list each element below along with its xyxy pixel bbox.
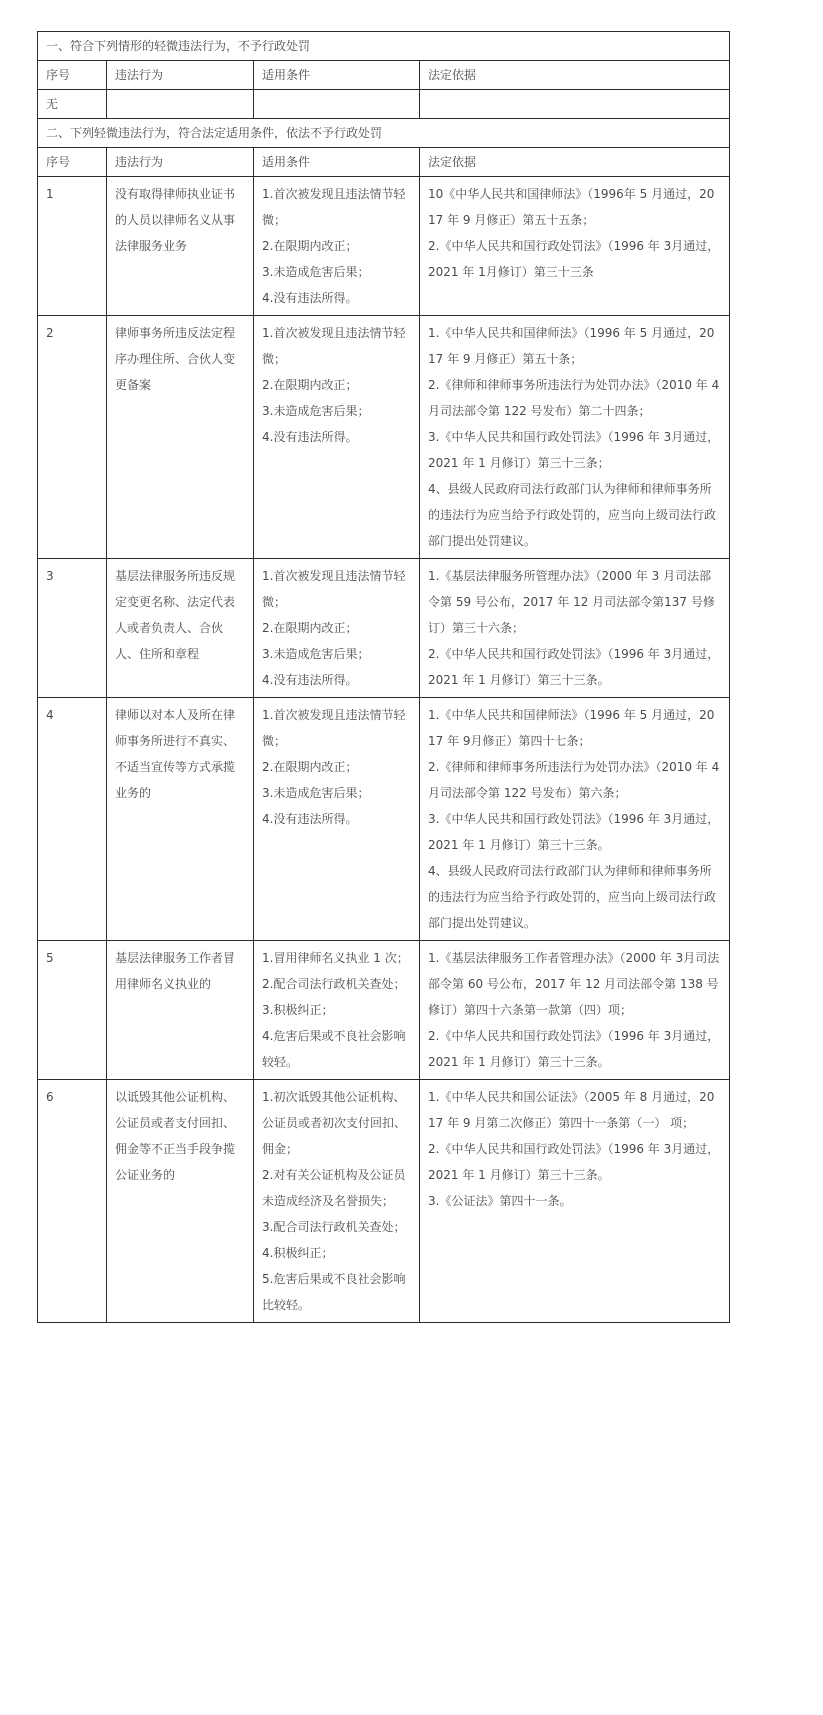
condition-item: 1.首次被发现且违法情节轻微； bbox=[262, 569, 406, 609]
condition-item: 1.初次诋毁其他公证机构、公证员或者初次支付回扣、佣金； bbox=[262, 1090, 407, 1156]
legal-basis-cell bbox=[420, 316, 730, 559]
section-title: 二、下列轻微违法行为，符合法定适用条件，依法不予行政处罚 bbox=[38, 119, 730, 148]
conditions-cell bbox=[254, 941, 420, 1080]
violation-cell: 基层法律服务工作者冒用律师名义执业的 bbox=[107, 941, 254, 1080]
condition-item: 5.危害后果或不良社会影响比较轻。 bbox=[262, 1272, 406, 1312]
legal-basis-item: 2.《中华人民共和国行政处罚法》（1996 年 3月通过，2021 年 1 月修订）第三十三条。 bbox=[428, 1029, 720, 1069]
table-row bbox=[38, 316, 730, 559]
legal-basis-item: 3.《中华人民共和国行政处罚法》（1996 年 3月通过，2021 年 1 月修订）第三十三条。 bbox=[428, 812, 720, 852]
condition-item: 2.配合司法行政机关查处； bbox=[262, 977, 406, 991]
condition-item: 3.积极纠正； bbox=[262, 1003, 334, 1017]
violation-cell: 没有取得律师执业证书的人员以律师名义从事法律服务业务 bbox=[107, 177, 254, 316]
legal-basis-item: 1.《基层法律服务工作者管理办法》（2000 年 3月司法部令第 60 号公布，2017 年 12 月司法部令第 138 号修订）第四十六条第一款第（四）项； bbox=[428, 951, 720, 1017]
condition-item: 3.配合司法行政机关查处； bbox=[262, 1220, 406, 1234]
column-header: 适用条件 bbox=[254, 61, 420, 90]
row-number: 4 bbox=[38, 698, 107, 941]
document-page bbox=[37, 31, 729, 1323]
column-header: 法定依据 bbox=[420, 148, 730, 177]
condition-item: 2.在限期内改正； bbox=[262, 239, 358, 253]
condition-item: 3.未造成危害后果； bbox=[262, 404, 370, 418]
condition-item: 4.没有违法所得。 bbox=[262, 812, 358, 826]
legal-basis-item: 4、县级人民政府司法行政部门认为律师和律师事务所的违法行为应当给予行政处罚的，应当向上级司法行政部门提出处罚建议。 bbox=[428, 864, 717, 930]
violation-cell: 基层法律服务所违反规定变更名称、法定代表人或者负责人、合伙人、住所和章程 bbox=[107, 559, 254, 698]
violation-cell bbox=[107, 90, 254, 119]
conditions-cell bbox=[254, 559, 420, 698]
row-number: 5 bbox=[38, 941, 107, 1080]
conditions-cell bbox=[254, 90, 420, 119]
condition-item: 4.没有违法所得。 bbox=[262, 430, 358, 444]
table-row bbox=[38, 177, 730, 316]
legal-basis-cell bbox=[420, 177, 730, 316]
legal-basis-item: 1.《中华人民共和国公证法》（2005 年 8 月通过，2017 年 9 月第二次修正）第四十一条第（一） 项； bbox=[428, 1090, 715, 1130]
violation-cell: 以诋毁其他公证机构、公证员或者支付回扣、佣金等不正当手段争揽公证业务的 bbox=[107, 1080, 254, 1323]
row-number: 1 bbox=[38, 177, 107, 316]
header-row bbox=[38, 61, 730, 90]
condition-item: 4.积极纠正； bbox=[262, 1246, 334, 1260]
column-header: 适用条件 bbox=[254, 148, 420, 177]
row-number: 6 bbox=[38, 1080, 107, 1323]
condition-item: 1.首次被发现且违法情节轻微； bbox=[262, 708, 406, 748]
section-title: 一、符合下列情形的轻微违法行为，不予行政处罚 bbox=[38, 32, 730, 61]
condition-item: 3.未造成危害后果； bbox=[262, 647, 370, 661]
legal-basis-item: 4、县级人民政府司法行政部门认为律师和律师事务所的违法行为应当给予行政处罚的，应当向上级司法行政部门提出处罚建议。 bbox=[428, 482, 717, 548]
condition-item: 1.冒用律师名义执业 1 次； bbox=[262, 951, 409, 965]
legal-basis-item: 1.《中华人民共和国律师法》（1996 年 5 月通过，2017 年 9月修正）第四十七条； bbox=[428, 708, 715, 748]
column-header: 序号 bbox=[38, 148, 107, 177]
violation-cell: 律师事务所违反法定程序办理住所、合伙人变更备案 bbox=[107, 316, 254, 559]
legal-basis-cell bbox=[420, 941, 730, 1080]
legal-basis-item: 3.《中华人民共和国行政处罚法》（1996 年 3月通过，2021 年 1 月修订）第三十三条； bbox=[428, 430, 720, 470]
column-header: 序号 bbox=[38, 61, 107, 90]
table-row bbox=[38, 1080, 730, 1323]
legal-basis-item: 2.《中华人民共和国行政处罚法》（1996 年 3月通过，2021 年 1月修订）第三十三条 bbox=[428, 239, 720, 279]
legal-basis-cell bbox=[420, 559, 730, 698]
table-row bbox=[38, 559, 730, 698]
condition-item: 1.首次被发现且违法情节轻微； bbox=[262, 326, 406, 366]
table-row bbox=[38, 90, 730, 119]
legal-basis-item: 10《中华人民共和国律师法》（1996年 5 月通过，2017 年 9 月修正）第五十五条； bbox=[428, 187, 715, 227]
legal-basis-item: 1.《中华人民共和国律师法》（1996 年 5 月通过，2017 年 9 月修正）第五十条； bbox=[428, 326, 715, 366]
conditions-cell bbox=[254, 316, 420, 559]
column-header: 法定依据 bbox=[420, 61, 730, 90]
legal-basis-item: 2.《中华人民共和国行政处罚法》（1996 年 3月通过，2021 年 1 月修订）第三十三条。 bbox=[428, 1142, 720, 1182]
condition-item: 2.在限期内改正； bbox=[262, 378, 358, 392]
condition-item: 3.未造成危害后果； bbox=[262, 265, 370, 279]
table-row bbox=[38, 941, 730, 1080]
penalty-exemption-table bbox=[37, 31, 730, 1323]
legal-basis-cell bbox=[420, 90, 730, 119]
condition-item: 1.首次被发现且违法情节轻微； bbox=[262, 187, 406, 227]
legal-basis-item: 3.《公证法》第四十一条。 bbox=[428, 1194, 572, 1208]
condition-item: 2.在限期内改正； bbox=[262, 760, 358, 774]
column-header: 违法行为 bbox=[107, 61, 254, 90]
condition-item: 4.没有违法所得。 bbox=[262, 291, 358, 305]
condition-item: 4.没有违法所得。 bbox=[262, 673, 358, 687]
legal-basis-item: 1.《基层法律服务所管理办法》（2000 年 3 月司法部令第 59 号公布，2017 年 12 月司法部令第137 号修订）第三十六条； bbox=[428, 569, 715, 635]
legal-basis-item: 2.《律师和律师事务所违法行为处罚办法》（2010 年 4 月司法部令第 122 号发布）第六条； bbox=[428, 760, 720, 800]
column-header: 违法行为 bbox=[107, 148, 254, 177]
header-row bbox=[38, 148, 730, 177]
condition-item: 2.在限期内改正； bbox=[262, 621, 358, 635]
condition-item: 4.危害后果或不良社会影响较轻。 bbox=[262, 1029, 406, 1069]
violation-cell: 律师以对本人及所在律师事务所进行不真实、不适当宣传等方式承揽业务的 bbox=[107, 698, 254, 941]
conditions-cell bbox=[254, 1080, 420, 1323]
legal-basis-item: 2.《中华人民共和国行政处罚法》（1996 年 3月通过，2021 年 1 月修订）第三十三条。 bbox=[428, 647, 720, 687]
row-number: 无 bbox=[38, 90, 107, 119]
conditions-cell bbox=[254, 698, 420, 941]
legal-basis-cell bbox=[420, 698, 730, 941]
condition-item: 3.未造成危害后果； bbox=[262, 786, 370, 800]
row-number: 3 bbox=[38, 559, 107, 698]
condition-item: 2.对有关公证机构及公证员未造成经济及名誉损失； bbox=[262, 1168, 406, 1208]
legal-basis-cell bbox=[420, 1080, 730, 1323]
conditions-cell bbox=[254, 177, 420, 316]
section-title-row bbox=[38, 119, 730, 148]
table-row bbox=[38, 698, 730, 941]
section-title-row bbox=[38, 32, 730, 61]
legal-basis-item: 2.《律师和律师事务所违法行为处罚办法》（2010 年 4 月司法部令第 122 号发布）第二十四条； bbox=[428, 378, 720, 418]
row-number: 2 bbox=[38, 316, 107, 559]
